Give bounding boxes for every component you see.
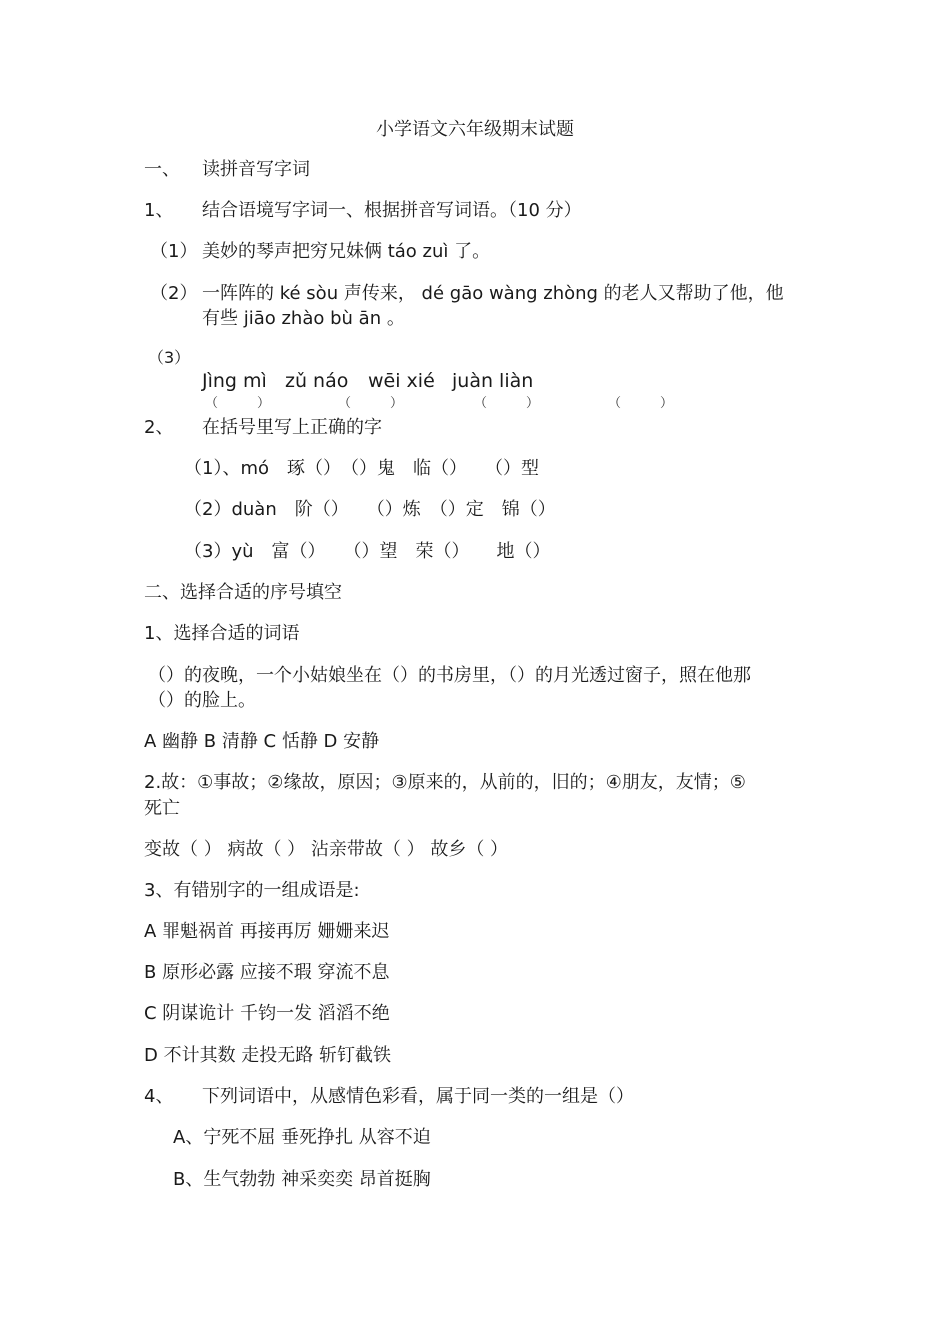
p2-q4-number: 4、: [144, 1086, 174, 1107]
q2-number: 2、: [144, 417, 174, 438]
p2-q1-line1: （）的夜晚，一个小姑娘坐在（）的书房里，（）的月光透过窗子，照在他那: [148, 665, 751, 686]
answer-blank-3: （ ）: [474, 396, 540, 411]
part2-heading: 二、选择合适的序号填空: [144, 582, 342, 603]
answer-blank-1: （ ）: [205, 396, 271, 411]
part1-number: 一、: [144, 159, 180, 180]
q1-item2-number: （2）: [150, 283, 198, 304]
q2-row2: （2）duàn 阶（） （）炼 （）定 锦（）: [184, 499, 556, 520]
answer-blank-2: （ ）: [338, 396, 404, 411]
q2-row1: （1）、mó 琢（） （）鬼 临（） （）型: [184, 458, 539, 479]
p2-q3-option-c: C 阴谋诡计 千钧一发 滔滔不绝: [144, 1003, 390, 1024]
p2-q2-line2: 死亡: [144, 798, 180, 819]
q1-number: 1、: [144, 200, 174, 221]
q1-item2-line1: 一阵阵的 ké sòu 声传来， dé gāo wàng zhòng 的老人又帮助了他，他: [202, 283, 784, 304]
answer-blank-4: （ ）: [608, 396, 674, 411]
q1-item2-line2: 有些 jiāo zhào bù ān 。: [202, 308, 405, 329]
p2-q4-option-b: B、生气勃勃 神采奕奕 昂首挺胸: [173, 1169, 431, 1190]
q1-item3-number: （3）: [148, 348, 191, 367]
p2-q3-heading: 3、有错别字的一组成语是:: [144, 880, 360, 901]
p2-q4-text: 下列词语中，从感情色彩看，属于同一类的一组是（）: [202, 1086, 634, 1107]
q1-item1-text: 美妙的琴声把穷兄妹俩 táo zuì 了。: [202, 241, 491, 262]
p2-q2-line1: 2.故：①事故；②缘故，原因；③原来的，从前的，旧的；④朋友，友情；⑤: [144, 772, 746, 793]
q2-text: 在括号里写上正确的字: [202, 417, 382, 438]
part1-heading: 读拼音写字词: [202, 159, 310, 180]
p2-q3-option-d: D 不计其数 走投无路 斩钉截铁: [144, 1045, 392, 1066]
page-title: 小学语文六年级期末试题: [376, 119, 574, 140]
p2-q1-heading: 1、选择合适的词语: [144, 623, 300, 644]
pinyin-2: zǔ náo: [285, 370, 349, 392]
pinyin-3: wēi xié: [368, 370, 435, 392]
p2-q1-line2: （）的脸上。: [148, 690, 256, 711]
p2-q3-option-a: A 罪魁祸首 再接再厉 姗姗来迟: [144, 921, 390, 942]
pinyin-4: juàn liàn: [452, 370, 534, 392]
q1-text: 结合语境写字词一、根据拼音写词语。（10 分）: [202, 200, 582, 221]
p2-q3-option-b: B 原形必露 应接不瑕 穿流不息: [144, 962, 390, 983]
pinyin-1: Jìng mì: [202, 370, 267, 392]
p2-q2-blanks: 变故（ ） 病故（ ） 沾亲带故（ ） 故乡（ ）: [144, 839, 509, 860]
q2-row3: （3）yù 富（） （）望 荣（） 地（）: [184, 541, 551, 562]
q1-item1-number: （1）: [150, 241, 198, 262]
p2-q1-options: A 幽静 B 清静 C 恬静 D 安静: [144, 731, 380, 752]
p2-q4-option-a: A、宁死不屈 垂死挣扎 从容不迫: [173, 1127, 431, 1148]
